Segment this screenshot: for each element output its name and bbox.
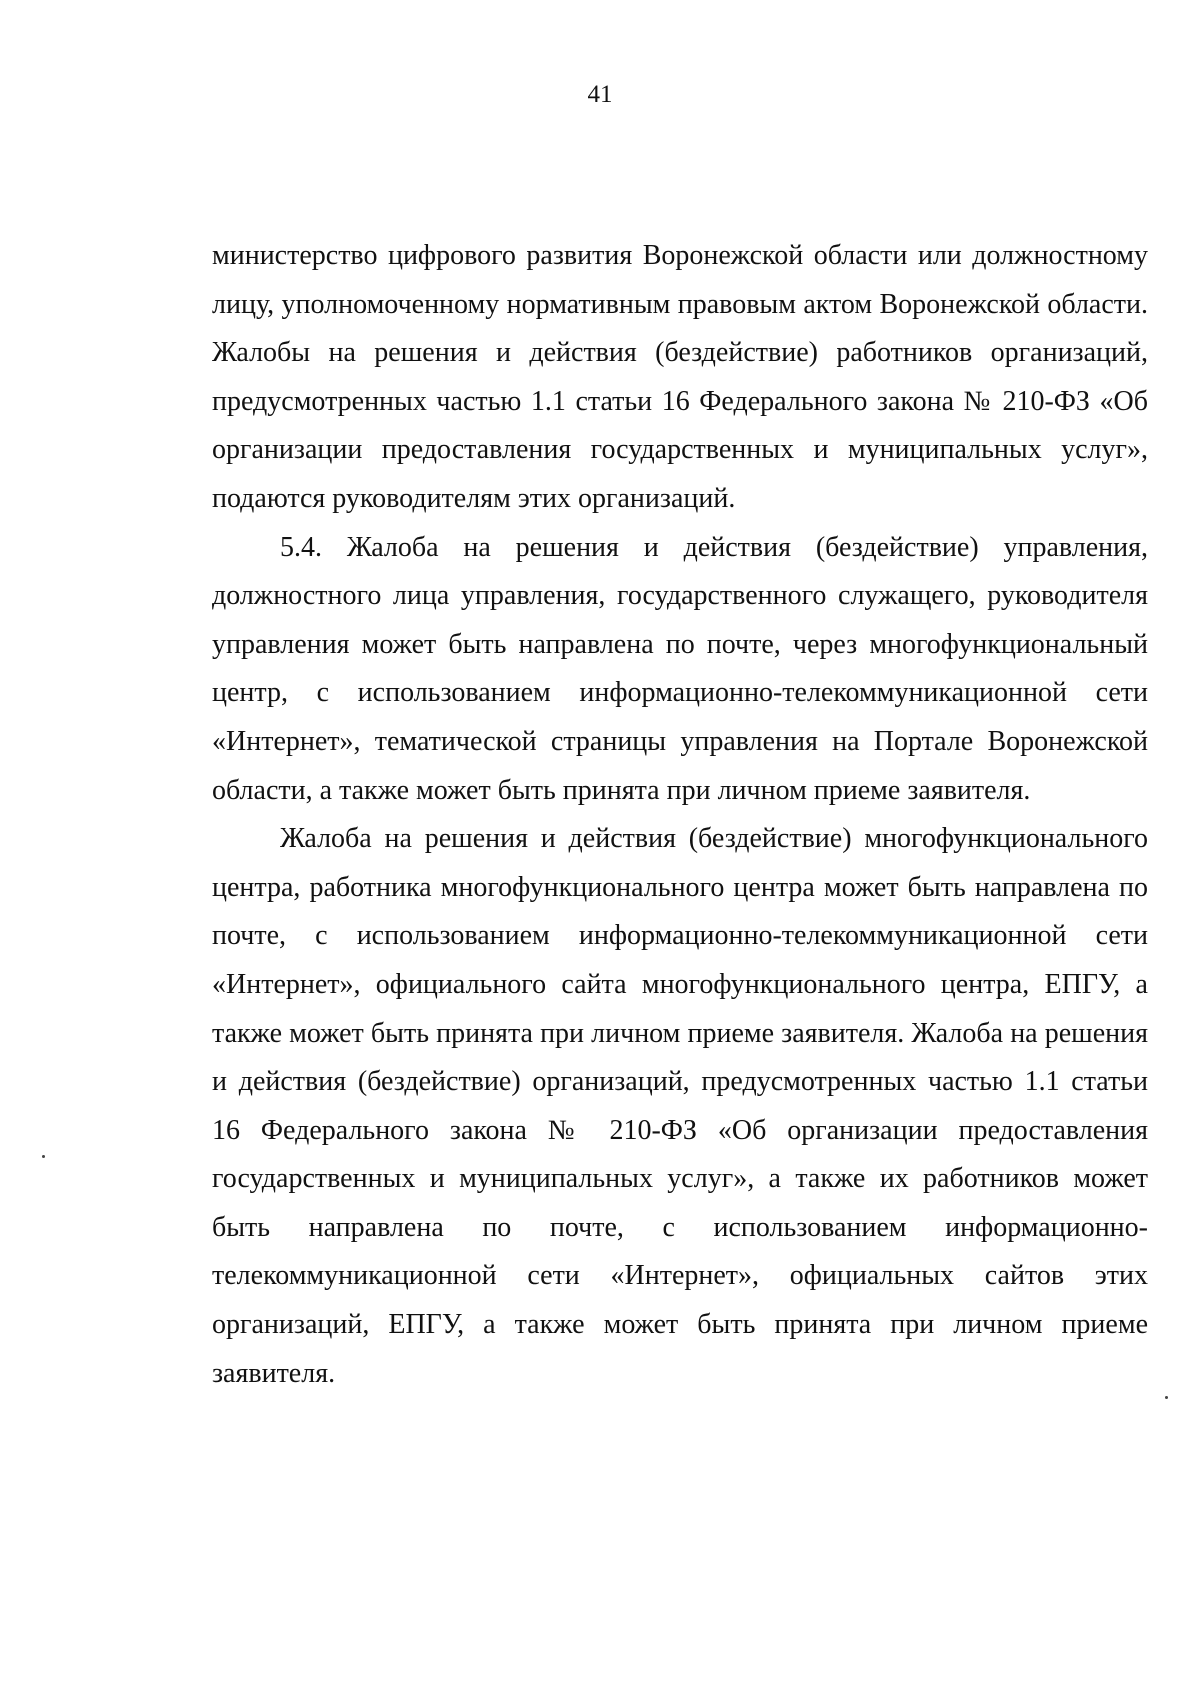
document-body — [212, 232, 1148, 1398]
scan-speck — [1165, 1396, 1168, 1399]
paragraph-mfc-complaint: Жалоба на решения и действия (бездействие) многофункционального центра, работника многофункционального центра может быть направлена по почте, с использованием информационно-телекоммуникационной сети «Интернет», официального сайта многофункционального центра, ЕПГУ, а также может быть принята при личном приеме заявителя. Жалоба на решения и действия (бездействие) организаций, предусмотренных частью 1.1 статьи 16 Федерального закона № 210-ФЗ «Об организации предоставления государственных и муниципальных услуг», а также их работников может быть направлена по почте, с использованием информационно-телекоммуникационной сети «Интернет», официальных сайтов этих организаций, ЕПГУ, а также может быть принята при личном приеме заявителя. — [212, 823, 1148, 1389]
paragraph-5-4: 5.4. Жалоба на решения и действия (бездействие) управления, должностного лица управления, государственного служащего, руководителя управления может быть направлена по почте, через многофункциональный центр, с использованием информационно-телекоммуникационной сети «Интернет», тематической страницы управления на Портале Воронежской области, а также может быть принята при личном приеме заявителя. — [212, 531, 1148, 806]
page-number: 41 — [587, 81, 613, 108]
paragraph-continuation: министерство цифрового развития Воронежской области или должностному лицу, уполномоченному нормативным правовым актом Воронежской области. Жалобы на решения и действия (бездействие) работников организаций, предусмотренных частью 1.1 статьи 16 Федерального закона № 210-ФЗ «Об организации предоставления государственных и муниципальных услуг», подаются руководителям этих организаций. — [212, 240, 1148, 514]
scan-speck — [42, 1155, 45, 1158]
